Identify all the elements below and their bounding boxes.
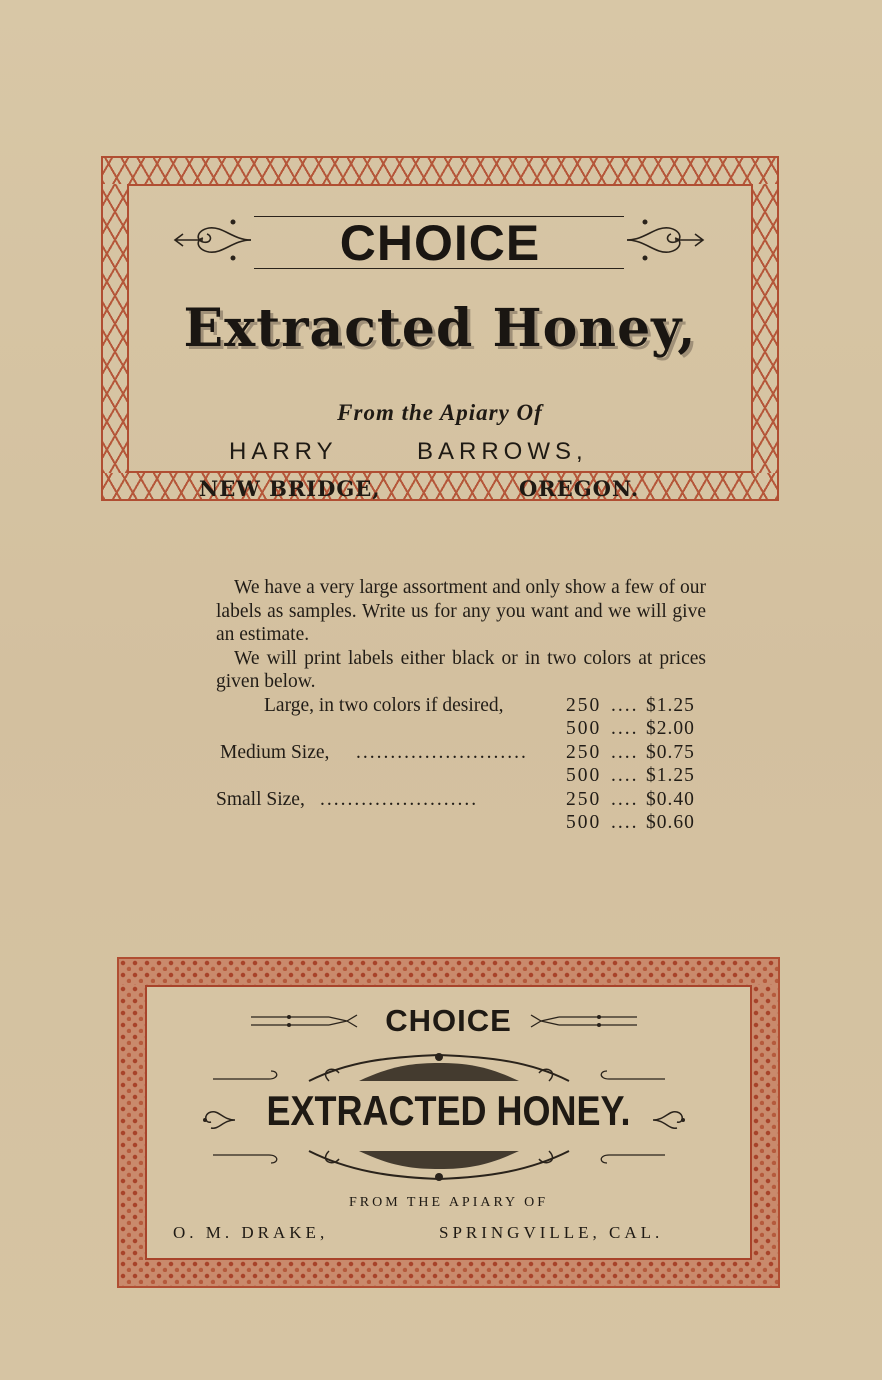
price-description: Medium Size, [220, 741, 330, 763]
ornamental-border-left [103, 184, 129, 473]
label-1-content [129, 186, 751, 501]
price-row [216, 811, 706, 835]
price-row [216, 788, 706, 812]
price-amount: $0.60 [646, 812, 695, 833]
price-leader: .... [611, 788, 639, 810]
price-notice [216, 576, 706, 835]
price-leader: .... [611, 718, 639, 739]
label-2-choice-heading: CHOICE [385, 1003, 512, 1038]
price-leader: .... [611, 694, 639, 716]
label-1-town: NEW BRIDGE, [199, 476, 381, 501]
label-1-choice-heading: CHOICE [339, 215, 541, 271]
label-1-last-name: BARROWS, [417, 438, 588, 465]
price-description: Small Size, [216, 788, 305, 810]
label-1-first-name: HARRY [229, 438, 338, 465]
price-description: Large, in two colors if desired, [264, 694, 504, 716]
price-quantity: 500 [566, 812, 602, 833]
notice-paragraph-1: We have a very large assortment and only show a few of our labels as samples. Write us for any you want and we will give an estimate. [216, 577, 706, 645]
ornamental-border-top [119, 959, 778, 987]
price-quantity: 500 [566, 765, 602, 786]
label-1-product-title: Extracted Honey, [183, 298, 697, 359]
price-leader: .... [611, 741, 639, 763]
label-2-name: O. M. DRAKE, [173, 1223, 329, 1242]
price-leader: .... [611, 765, 639, 786]
price-row [216, 764, 706, 788]
price-quantity: 250 [566, 788, 602, 810]
label-2-from-line: FROM THE APIARY OF [348, 1195, 549, 1210]
ornamental-border-right [751, 184, 777, 473]
price-row [216, 741, 706, 765]
honey-label-harry-barrows [101, 156, 779, 501]
price-leader: .... [611, 812, 639, 833]
ornamental-border-top [103, 158, 777, 186]
price-amount: $1.25 [646, 694, 695, 716]
price-amount: $1.25 [646, 765, 695, 786]
price-row [216, 694, 706, 718]
label-2-product-title: EXTRACTED HONEY. [266, 1086, 631, 1134]
price-leader: ......................... [356, 741, 528, 763]
notice-paragraph-2: We will print labels either black or in two colors at prices given below. [216, 647, 706, 692]
price-leader: ....................... [320, 788, 479, 810]
price-row [216, 717, 706, 741]
price-quantity: 250 [566, 694, 602, 716]
label-2-place: SPRINGVILLE, CAL. [439, 1223, 664, 1242]
price-quantity: 500 [566, 718, 602, 739]
price-quantity: 250 [566, 741, 602, 763]
ornamental-border-bottom [119, 1258, 778, 1286]
price-amount: $0.75 [646, 741, 695, 763]
label-1-state: OREGON. [519, 476, 640, 501]
price-amount: $0.40 [646, 788, 695, 810]
price-amount: $2.00 [646, 718, 695, 739]
honey-label-om-drake [117, 957, 780, 1288]
scroll-ornament-bottom-icon [209, 1139, 669, 1183]
label-1-from-line: From the Apiary Of [337, 400, 543, 425]
